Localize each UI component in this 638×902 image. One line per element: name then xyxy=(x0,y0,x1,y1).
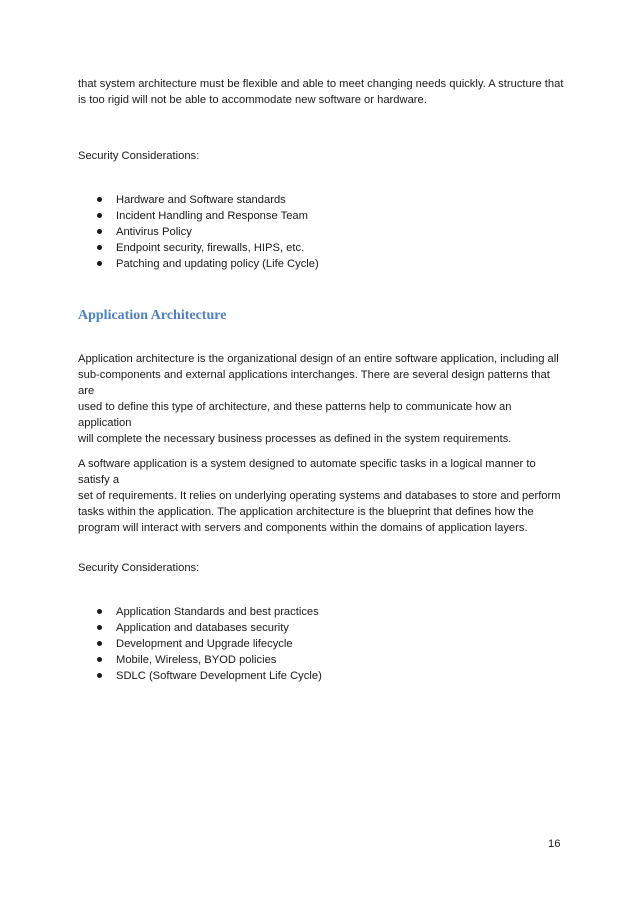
security-list-1 xyxy=(78,192,319,272)
list-item: SDLC (Software Development Life Cycle) xyxy=(78,668,322,684)
page-number: 16 xyxy=(548,838,561,850)
list-item: Application Standards and best practices xyxy=(78,604,322,620)
intro-line-1: that system architecture must be flexible and able to meet changing needs quickly. A structure that xyxy=(78,78,564,90)
bullet-icon xyxy=(97,673,102,678)
security-considerations-label-1: Security Considerations: xyxy=(78,150,200,162)
bullet-icon xyxy=(97,245,102,250)
list-item: Endpoint security, firewalls, HIPS, etc. xyxy=(78,240,319,256)
application-architecture-paragraph-1: Application architecture is the organizational design of an entire software application, including all sub-components and external applications interchanges. There are several design patterns that are used to define this type of architecture, and these patterns help to communicate how an application will complete the necessary business processes as defined in the system requirements. xyxy=(78,353,559,445)
list-item: Development and Upgrade lifecycle xyxy=(78,636,322,652)
bullet-icon xyxy=(97,609,102,614)
security-considerations-label-2: Security Considerations: xyxy=(78,562,200,574)
bullet-icon xyxy=(97,657,102,662)
bullet-icon xyxy=(97,641,102,646)
list-item: Application and databases security xyxy=(78,620,322,636)
list-item: Patching and updating policy (Life Cycle) xyxy=(78,256,319,272)
section-heading-application-architecture: Application Architecture xyxy=(78,308,227,323)
list-item: Hardware and Software standards xyxy=(78,192,319,208)
intro-paragraph xyxy=(78,76,568,108)
bullet-icon xyxy=(97,197,102,202)
list-item: Antivirus Policy xyxy=(78,224,319,240)
application-architecture-paragraph-2: A software application is a system designed to automate specific tasks in a logical manner to satisfy a set of requirements. It relies on underlying operating systems and databases to store and perform tasks within the application. The application architecture is the blueprint that defines how the program will interact with servers and components within the domains of application layers. xyxy=(78,458,561,534)
security-list-2 xyxy=(78,604,322,684)
list-item: Mobile, Wireless, BYOD policies xyxy=(78,652,322,668)
bullet-icon xyxy=(97,261,102,266)
list-item: Incident Handling and Response Team xyxy=(78,208,319,224)
bullet-icon xyxy=(97,213,102,218)
bullet-icon xyxy=(97,229,102,234)
bullet-icon xyxy=(97,625,102,630)
intro-line-2: is too rigid will not be able to accommodate new software or hardware. xyxy=(78,94,427,106)
